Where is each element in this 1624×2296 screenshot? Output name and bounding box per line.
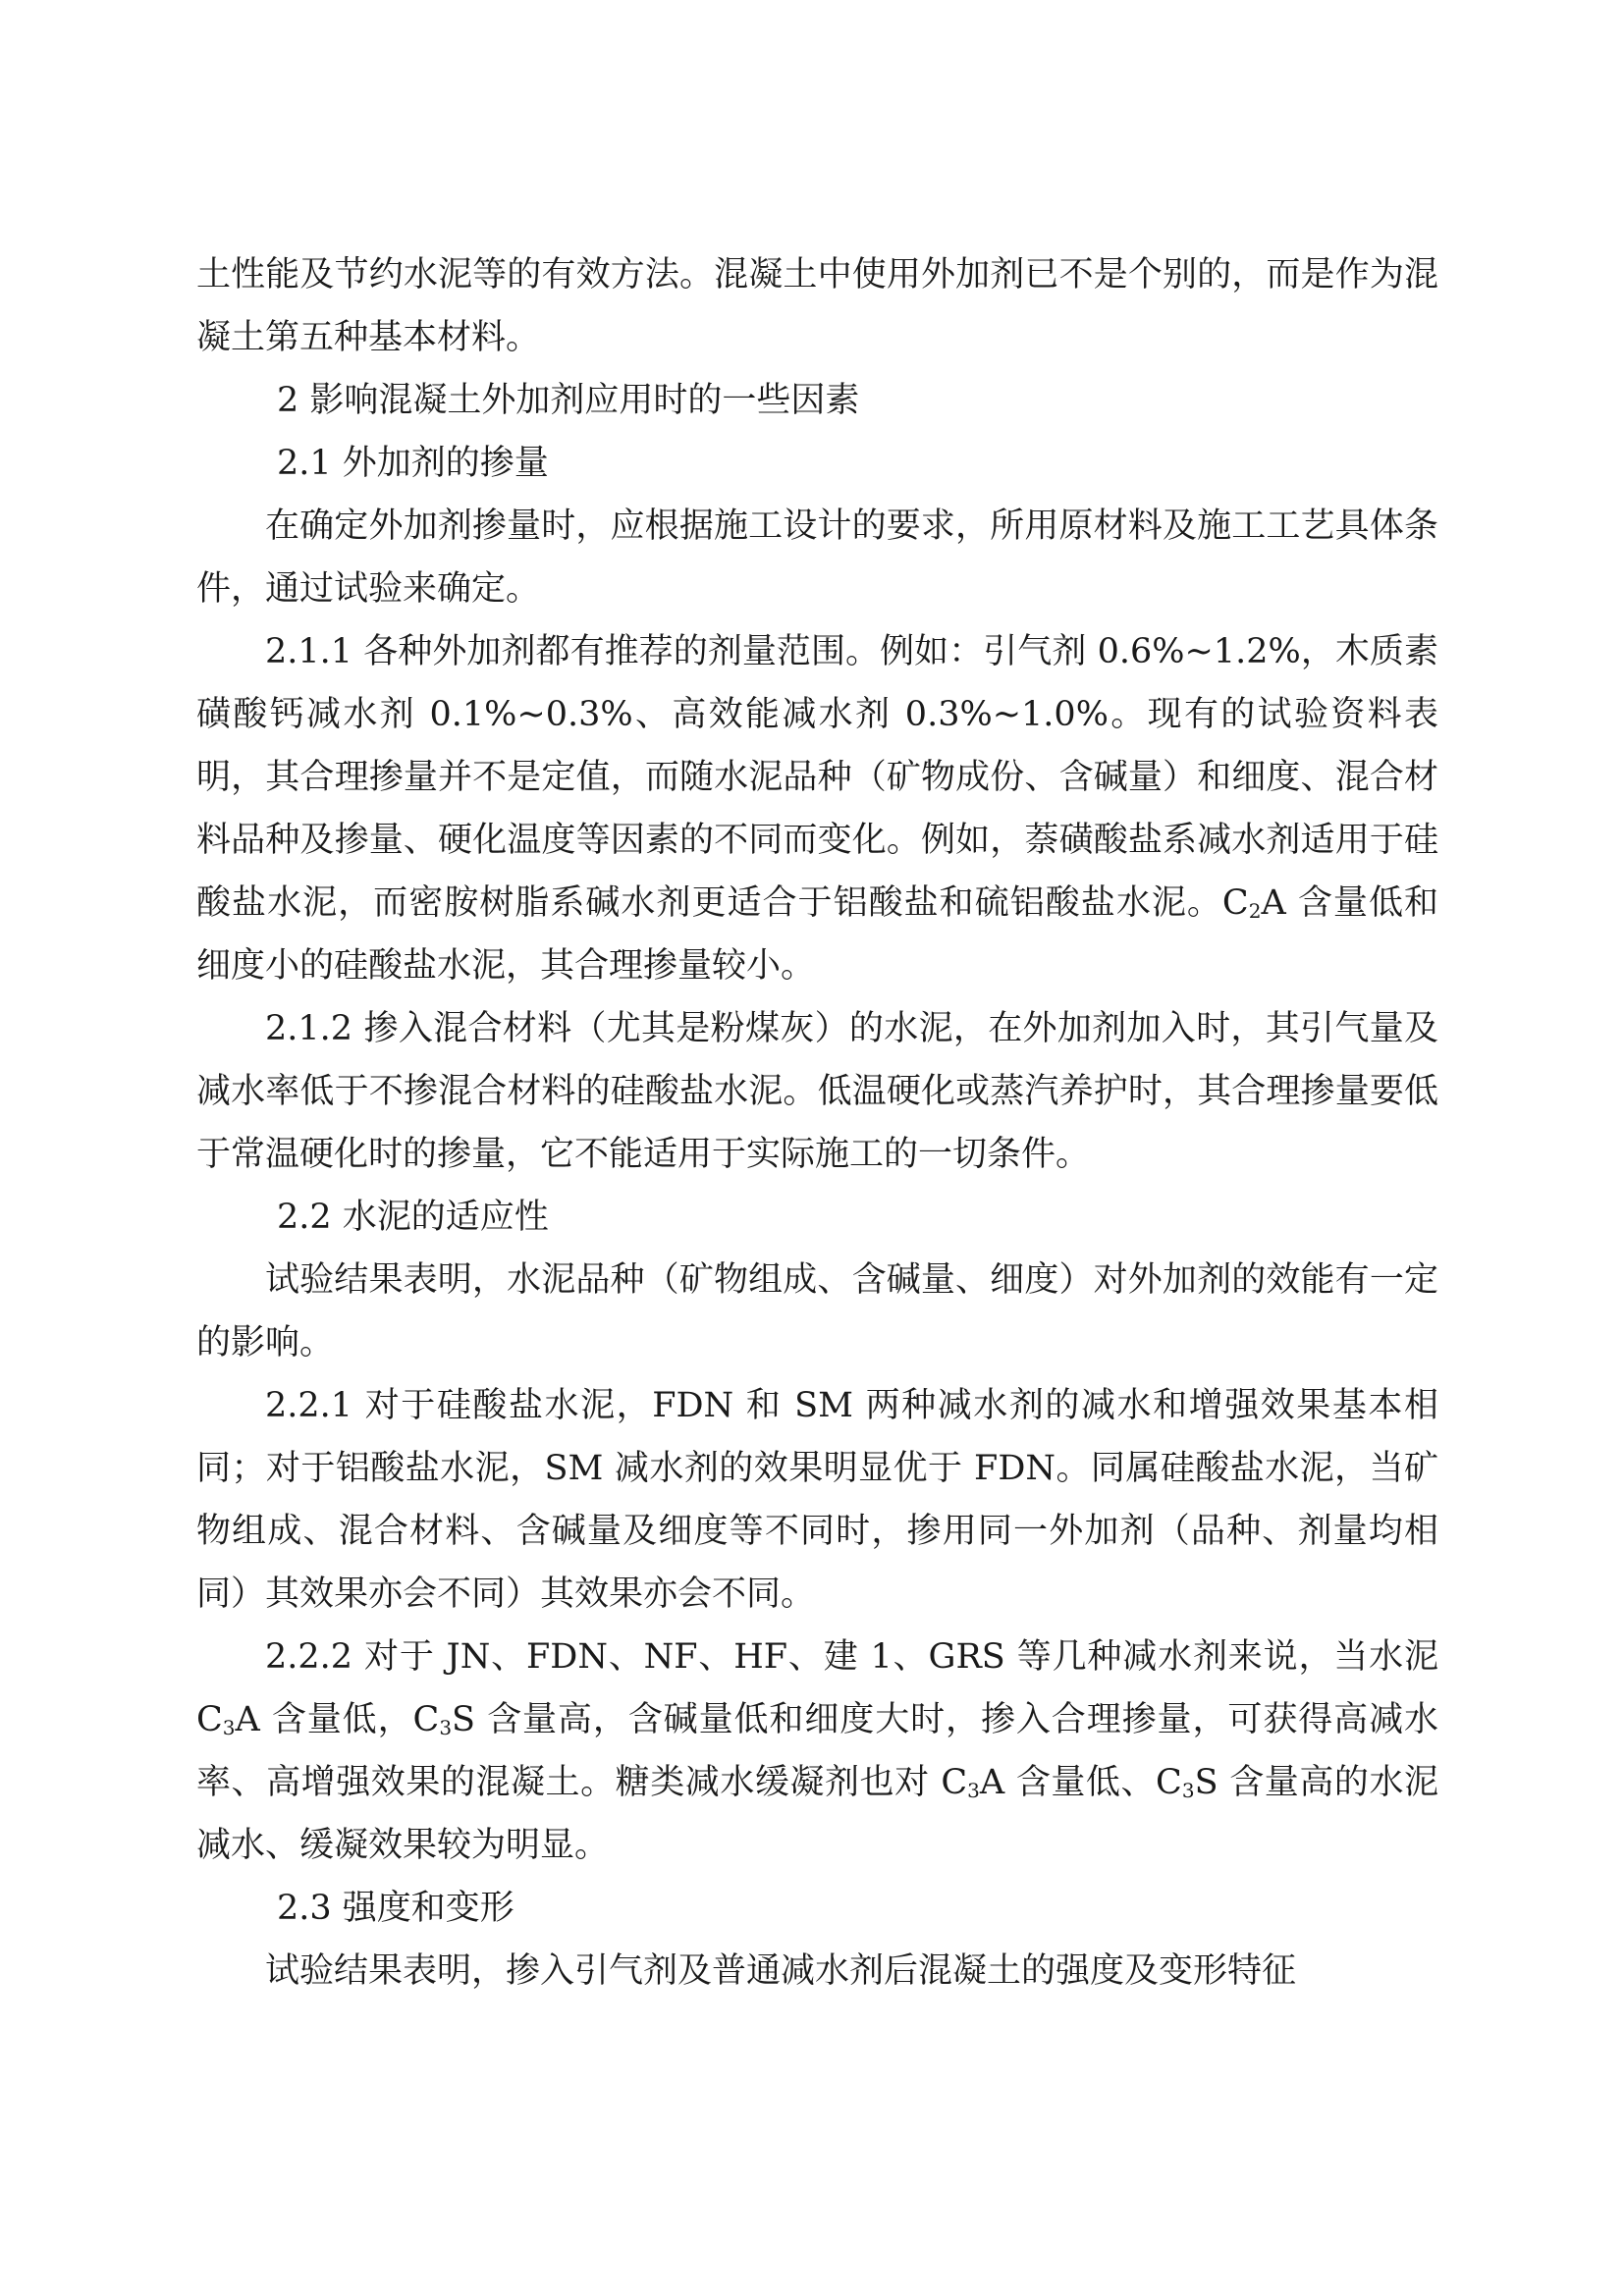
heading-text: 2 影响混凝土外加剂应用时的一些因素 — [277, 381, 860, 420]
paragraph-text: A 含量低、C — [979, 1763, 1182, 1802]
subscript: 3 — [967, 1779, 980, 1802]
paragraph-text: 2.2.2 对于 JN、FDN、NF、HF、建 1、GRS 等几种减水剂来说，当水泥 C — [196, 1637, 1438, 1739]
paragraph-text: A 含量低和细度小的硅酸盐水泥，其合理掺量较小。 — [196, 883, 1438, 986]
paragraph-2-2-2 — [196, 1626, 1438, 1877]
paragraph-2-1-1 — [196, 620, 1438, 997]
paragraph-text: 2.1.1 各种外加剂都有推荐的剂量范围。例如：引气剂 0.6%~1.2%，木质素磺酸钙减水剂 0.1%~0.3%、高效能减水剂 0.3%~1.0%。现有的试验资料表明，其合理掺量并不是定值，而随水泥品种（矿物成份、含碱量）和细度、混合材料品种及掺量、硬化温度等因素的不同而变化。例如，萘磺酸盐系减水剂适用于硅酸盐水泥，而密胺树脂系碱水剂更适合于铝酸盐和硫铝酸盐水泥。C — [196, 632, 1438, 923]
subscript: 3 — [222, 1716, 236, 1739]
paragraph-text: 试验结果表明，掺入引气剂及普通减水剂后混凝土的强度及变形特征 — [265, 1951, 1297, 1991]
paragraph-text: S 含量高的水泥减水、缓凝效果较为明显。 — [196, 1763, 1438, 1865]
paragraph-2-2-1 — [196, 1374, 1438, 1626]
paragraph-text: 2.2.1 对于硅酸盐水泥，FDN 和 SM 两种减水剂的减水和增强效果基本相同；对于铝酸盐水泥，SM 减水剂的效果明显优于 FDN。同属硅酸盐水泥，当矿物组成、混合材料、含碱量及细度等不同时，掺用同一外加剂（品种、剂量均相同）其效果亦会不同）其效果亦会不同。 — [196, 1386, 1438, 1614]
section-heading-2-3 — [196, 1877, 1438, 1940]
paragraph-2-1 — [196, 495, 1438, 620]
paragraph-2-1-2 — [196, 997, 1438, 1186]
document-body — [196, 243, 1438, 2002]
subscript: 3 — [1181, 1779, 1195, 1802]
paragraph-text: 在确定外加剂掺量时，应根据施工设计的要求，所用原材料及施工工艺具体条件，通过试验来确定。 — [196, 507, 1438, 609]
heading-text: 2.1 外加剂的掺量 — [277, 444, 549, 483]
section-heading-2-2 — [196, 1186, 1438, 1249]
paragraph-text: S 含量高，含碱量低和细度大时，掺入合理掺量，可获得高减水率、高增强效果的混凝土。糖类减水缓凝剂也对 C — [196, 1700, 1439, 1802]
heading-text: 2.3 强度和变形 — [277, 1889, 514, 1928]
subscript: 2 — [1248, 899, 1262, 923]
section-heading-2-1 — [196, 432, 1438, 495]
paragraph-2-2 — [196, 1249, 1438, 1374]
paragraph-text: 土性能及节约水泥等的有效方法。混凝土中使用外加剂已不是个别的，而是作为混凝土第五种基本材料。 — [196, 255, 1438, 357]
heading-text: 2.2 水泥的适应性 — [277, 1198, 549, 1237]
paragraph-text: 2.1.2 掺入混合材料（尤其是粉煤灰）的水泥，在外加剂加入时，其引气量及减水率低于不掺混合材料的硅酸盐水泥。低温硬化或蒸汽养护时，其合理掺量要低于常温硬化时的掺量，它不能适用于实际施工的一切条件。 — [196, 1009, 1438, 1174]
section-heading-2 — [196, 369, 1438, 432]
paragraph-text: 试验结果表明，水泥品种（矿物组成、含碱量、细度）对外加剂的效能有一定的影响。 — [196, 1260, 1438, 1362]
paragraph-2-3 — [196, 1940, 1438, 2002]
paragraph-text: A 含量低，C — [235, 1700, 440, 1739]
paragraph-continuation — [196, 243, 1438, 369]
subscript: 3 — [439, 1716, 453, 1739]
